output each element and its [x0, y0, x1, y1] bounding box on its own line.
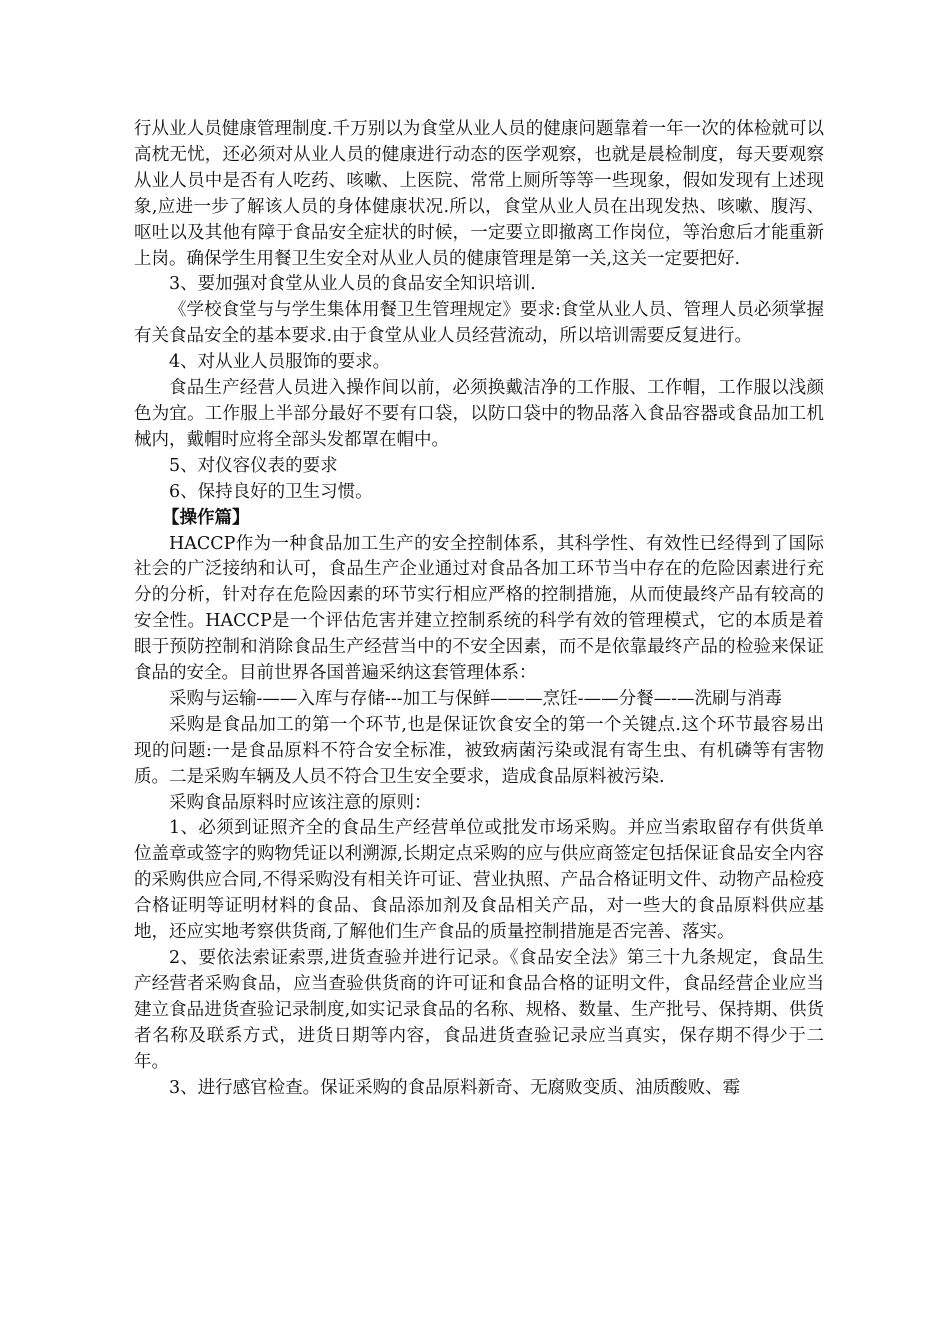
- paragraph-health-management: 行从业人员健康管理制度.千万别以为食堂从业人员的健康问题靠着一年一次的体检就可以高枕无忧，还必须对从业人员的健康进行动态的医学观察，也就是晨检制度，每天要观察从业人员中是否有人吃药、咳嗽、上医院、常常上厕所等等一些现象，假如发现有上述现象,应进一步了解该人员的身体健康状况.所以，食堂从业人员在出现发热、咳嗽、腹泻、呕吐以及其他有障于食品安全症状的时候，一定要立即撤离工作岗位，等治愈后才能重新上岗。确保学生用餐卫生安全对从业人员的健康管理是第一关,这关一定要把好.: [134, 119, 824, 269]
- paragraph-principle-2: 2、要依法索证索票,进货查验并进行记录。《食品安全法》第三十九条规定，食品生产经营者采购食品，应当查验供货商的许可证和食品合格的证明文件，食品经营企业应当建立食品进货查验记录制度,如实记录食品的名称、规格、数量、生产批号、保持期、供货者名称及联系方式，进货日期等内容，食品进货查验记录应当真实，保存期不得少于二年。: [134, 948, 824, 1072]
- paragraph-procurement-principles: 采购食品原料时应该注意的原则：: [169, 792, 432, 813]
- paragraph-training-regulation: 《学校食堂与与学生集体用餐卫生管理规定》要求:食堂从业人员、管理人员必须掌握有关食品安全的基本要求.由于食堂从业人员经营流动，所以培训需要反复进行。: [134, 300, 824, 347]
- section-heading-operations: 【操作篇】: [162, 507, 250, 528]
- paragraph-clothing-requirements: 食品生产经营人员进入操作间以前，必须换戴洁净的工作服、工作帽，工作服以浅颜色为宜。工作服上半部分最好不要有口袋，以防口袋中的物品落入食品容器或食品加工机械内，戴帽时应将全部头发都罩在帽中。: [134, 378, 824, 450]
- paragraph-process-flow: 采购与运输-——入库与存储---加工与保鲜———烹饪-——分餐—-—洗刷与消毒: [169, 688, 782, 709]
- paragraph-item-5-appearance: 5、对仪容仪表的要求: [169, 455, 338, 476]
- paragraph-item-3-training: 3、要加强对食堂从业人员的食品安全知识培训.: [169, 274, 536, 295]
- paragraph-principle-3: 3、进行感官检查。保证采购的食品原料新奇、无腐败变质、油质酸败、霉: [169, 1077, 741, 1098]
- paragraph-item-4-clothing: 4、对从业人员服饰的要求。: [169, 352, 391, 373]
- document-body: [134, 117, 824, 1101]
- paragraph-haccp-intro: HACCP作为一种食品加工生产的安全控制体系，其科学性、有效性已经得到了国际社会的广泛接纳和认可，食品生产企业通过对食品各加工环节当中存在的危险因素进行充分的分析，针对存在危险因素的环节实行相应严格的控制措施，从而使最终产品有较高的安全性。HACCP是一个评估危害并建立控制系统的科学有效的管理模式，它的本质是着眼于预防控制和消除食品生产经营当中的不安全因素，而不是依靠最终产品的检验来保证食品的安全。目前世界各国普遍采纳这套管理体系：: [134, 533, 824, 684]
- paragraph-procurement-overview: 采购是食品加工的第一个环节,也是保证饮食安全的第一个关键点.这个环节最容易出现的问题:一是食品原料不符合安全标准，被致病菌污染或混有寄生虫、有机磷等有害物质。二是采购车辆及人员不符合卫生安全要求，造成食品原料被污染.: [134, 714, 824, 787]
- paragraph-item-6-hygiene: 6、保持良好的卫生习惯。: [169, 481, 373, 502]
- paragraph-principle-1: 1、必须到证照齐全的食品生产经营单位或批发市场采购。并应当索取留存有供货单位盖章或签字的购物凭证以利溯源,长期定点采购的应与供应商签定包括保证食品安全内容的采购供应合同,不得采购没有相关许可证、营业执照、产品合格证明文件、动物产品检疫合格证明等证明材料的食品、食品添加剂及食品相关产品，对一些大的食品原料供应基地，还应实地考察供货商,了解他们生产食品的质量控制措施是否完善、落实。: [134, 818, 824, 943]
